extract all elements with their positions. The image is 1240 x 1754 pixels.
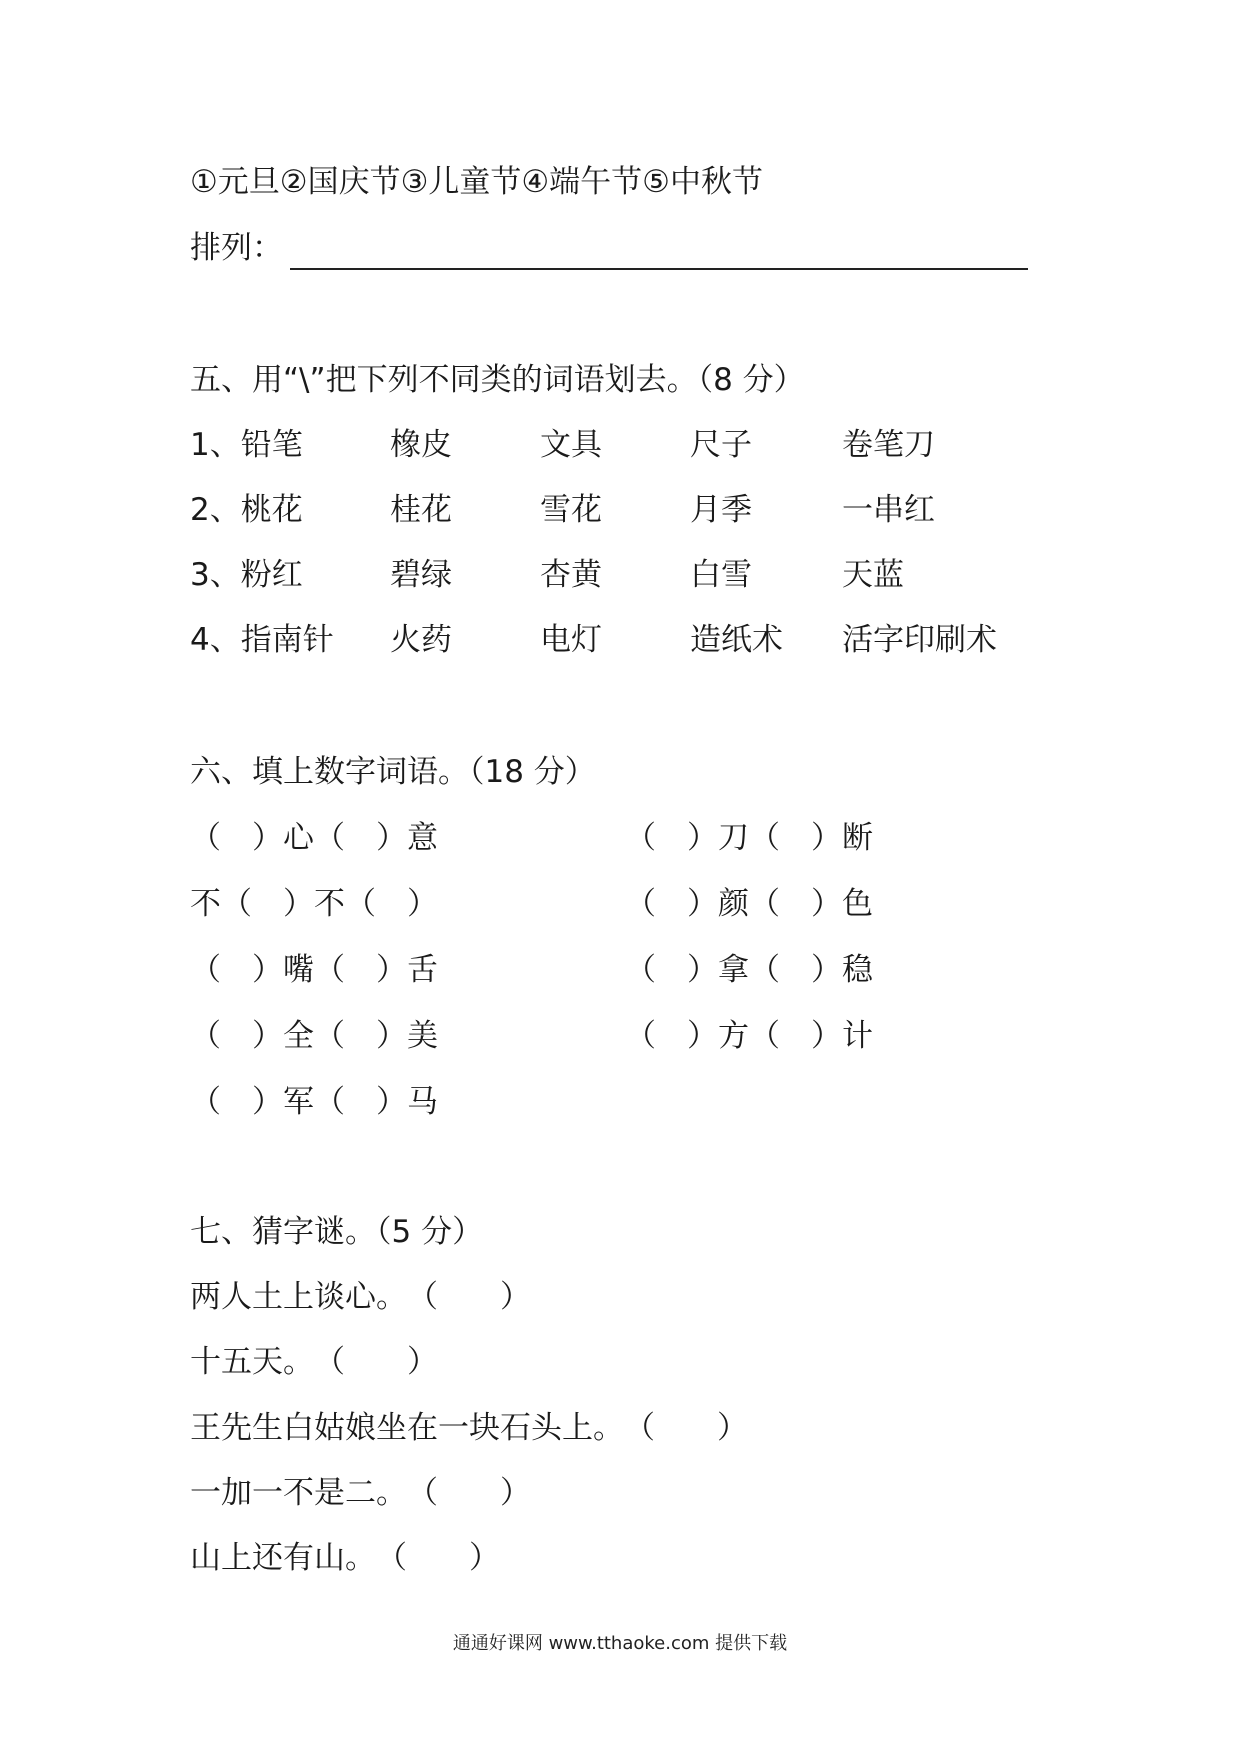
word-cell[interactable]: 活字印刷术 bbox=[842, 622, 997, 658]
idiom-blank-right-2[interactable]: （ ）颜（ ）色 bbox=[625, 886, 873, 922]
word-cell[interactable]: 杏黄 bbox=[540, 557, 602, 593]
riddle-3[interactable]: 王先生白姑娘坐在一块石头上。 （ ） bbox=[190, 1410, 748, 1446]
word-cell[interactable]: 碧绿 bbox=[390, 557, 452, 593]
word-cell[interactable]: 3、粉红 bbox=[190, 557, 303, 593]
word-cell[interactable]: 文具 bbox=[540, 427, 602, 463]
idiom-blank-right-4[interactable]: （ ）方（ ）计 bbox=[625, 1018, 873, 1054]
word-cell[interactable]: 雪花 bbox=[540, 492, 602, 528]
idiom-blank-left-2[interactable]: 不（ ）不（ ） bbox=[190, 886, 438, 922]
word-cell[interactable]: 桂花 bbox=[390, 492, 452, 528]
idiom-blank-right-1[interactable]: （ ）刀（ ）断 bbox=[625, 820, 873, 856]
word-cell[interactable]: 尺子 bbox=[690, 427, 752, 463]
footer-credit: 通通好课网 www.tthaoke.com 提供下载 bbox=[452, 1633, 788, 1654]
word-cell[interactable]: 月季 bbox=[690, 492, 752, 528]
arrange-label: 排列： bbox=[190, 230, 283, 266]
section7-title: 七、猜字谜。（5 分） bbox=[190, 1214, 484, 1250]
word-cell[interactable]: 2、桃花 bbox=[190, 492, 303, 528]
idiom-blank-left-5[interactable]: （ ）军（ ）马 bbox=[190, 1084, 438, 1120]
idiom-blank-right-3[interactable]: （ ）拿（ ）稳 bbox=[625, 952, 873, 988]
word-cell[interactable]: 橡皮 bbox=[390, 427, 452, 463]
word-cell[interactable]: 一串红 bbox=[842, 492, 935, 528]
word-cell[interactable]: 白雪 bbox=[690, 557, 752, 593]
word-cell[interactable]: 火药 bbox=[390, 622, 452, 658]
word-cell[interactable]: 1、铅笔 bbox=[190, 427, 303, 463]
word-cell[interactable]: 卷笔刀 bbox=[842, 427, 935, 463]
idiom-blank-left-1[interactable]: （ ）心（ ）意 bbox=[190, 820, 438, 856]
word-cell[interactable]: 4、指南针 bbox=[190, 622, 334, 658]
idiom-blank-left-3[interactable]: （ ）嘴（ ）舌 bbox=[190, 952, 438, 988]
riddle-1[interactable]: 两人土上谈心。 （ ） bbox=[190, 1279, 531, 1315]
section5-title: 五、用“\”把下列不同类的词语划去。（8 分） bbox=[190, 362, 805, 398]
word-cell[interactable]: 天蓝 bbox=[842, 557, 904, 593]
riddle-5[interactable]: 山上还有山。 （ ） bbox=[190, 1540, 500, 1576]
word-cell[interactable]: 造纸术 bbox=[690, 622, 783, 658]
section6-title: 六、填上数字词语。（18 分） bbox=[190, 754, 596, 790]
idiom-blank-left-4[interactable]: （ ）全（ ）美 bbox=[190, 1018, 438, 1054]
arrange-answer-line[interactable] bbox=[290, 268, 1028, 270]
riddle-2[interactable]: 十五天。 （ ） bbox=[190, 1344, 438, 1380]
riddle-4[interactable]: 一加一不是二。 （ ） bbox=[190, 1475, 531, 1511]
festival-options: ①元旦②国庆节③儿童节④端午节⑤中秋节 bbox=[190, 164, 763, 200]
word-cell[interactable]: 电灯 bbox=[540, 622, 602, 658]
